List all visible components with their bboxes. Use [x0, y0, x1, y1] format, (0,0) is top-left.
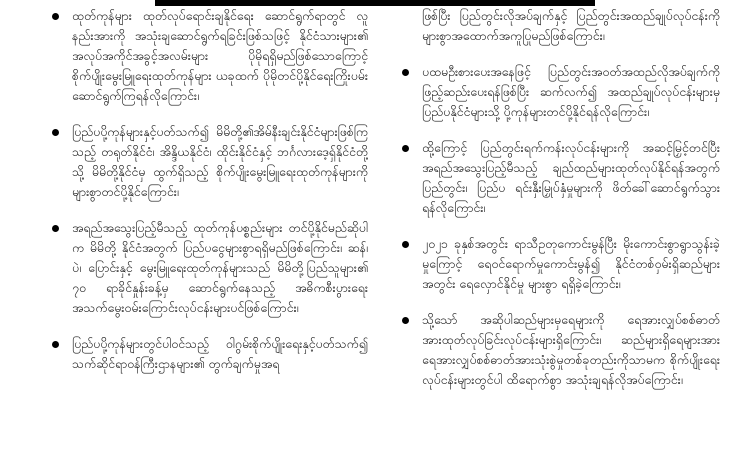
bullet-icon — [402, 317, 409, 324]
bullet-icon — [52, 225, 59, 232]
list-item-text: ပြည်ပပို့ကုန်များနှင့်ပတ်သက်၍ မိမိတို့၏အိမ်နီးချင်းနိုင်ငံများဖြစ်ကြသည့် တရုတ်နိုင်ငံ၊ အိန္ဒိယနိုင်ငံ၊ ထိုင်းနိုင်ငံနှင့် ဘင်္ဂလားဒေ့ရှ်နိုင်ငံတို့သို့ မိမိတို့နိုင်ငံမှ ထွက်ရှိသည့် စိုက်ပျိုးမွေးမြူရေးထုတ်ကုန်များကို များစွာတင်ပို့နိုင်ကြောင်း၊ — [72, 124, 368, 199]
bullet-icon — [402, 145, 409, 152]
list-item — [50, 122, 368, 202]
list-item-text: ပြည်ပပို့ကုန်များတွင်ပါဝင်သည့် ဝါဂွမ်းစိုက်ပျိုးရေးနှင့်ပတ်သက်၍ သက်ဆိုင်ရာဝန်ကြီးဌာနများ၏ တွက်ချက်မှုအရ — [72, 336, 368, 371]
bullet-icon — [402, 241, 409, 248]
continued-paragraph: ဖြစ်ပြီး ပြည်တွင်းလိုအပ်ချက်နှင့် ပြည်တွင်းအထည်ချုပ်လုပ်ငန်းကို များစွာအထောက်အကူပြုမည်ဖြစ်ကြောင်း၊ — [422, 8, 720, 43]
list-item — [400, 234, 720, 294]
list-item — [50, 334, 368, 374]
list-item-text: ထုတ်ကုန်များ ထုတ်လုပ်ရောင်းချနိုင်ရေး ဆောင်ရွက်ရာတွင် လူနည်းအားကို အသုံးချဆောင်ရွက်ရခြင်းဖြစ်သဖြင့် နိုင်ငံသားများ၏ အလုပ်အကိုင်အခွင့်အလမ်းများ ပိုမိုရရှိမည်ဖြစ်သောကြောင့် စိုက်ပျိုးမွေးမြူရေးထုတ်ကုန်များ ယခုထက် ပိုမိုတင်ပို့နိုင်ရေးကြိုးပမ်းဆောင်ရွက်ကြရန်လိုကြောင်း၊ — [72, 8, 368, 103]
bullet-list — [50, 6, 368, 374]
bullet-list — [400, 62, 720, 390]
list-item-text: ပထမဦးစားပေးအနေဖြင့် ပြည်တွင်းအဝတ်အထည်လိုအပ်ချက်ကို ဖြည့်ဆည်းပေးရန်ဖြစ်ပြီး ဆက်လက်၍ အထည်ချုပ်လုပ်ငန်းများမှ ပြည်ပနိုင်ငံများသို့ ပို့ကုန်များတင်ပို့နိုင်ရန်လိုကြောင်း၊ — [422, 64, 720, 119]
bullet-icon — [402, 69, 409, 76]
bullet-icon — [52, 341, 59, 348]
list-item — [400, 310, 720, 390]
list-item-text: အရည်အသွေးပြည့်မီသည့် ထုတ်ကုန်ပစ္စည်းများ တင်ပို့နိုင်မည်ဆိုပါက မိမိတို့ နိုင်ငံအတွက် ပြည်ပငွေများစွာရရှိမည်ဖြစ်ကြောင်း၊ ဆန်၊ ပဲ၊ ပြောင်းနှင့် မွေးမြူရေးထုတ်ကုန်များသည် မိမိတို့ပြည်သူများ၏ ၇၀ ရာခိုင်နှုန်းခန့်မှ ဆောင်ရွက်နေသည့် အဓိကစီးပွားရေး အသက်မွေးဝမ်းကြောင်းလုပ်ငန်းများပင်ဖြစ်ကြောင်း၊ — [72, 220, 368, 315]
left-column — [50, 6, 368, 390]
right-column — [400, 6, 720, 406]
bullet-icon — [52, 129, 59, 136]
list-item — [50, 6, 368, 106]
list-item-text: ထို့ကြောင့် ပြည်တွင်းရက်ကန်းလုပ်ငန်းများကို အဆင့်မြှင့်တင်ပြီး အရည်အသွေးပြည့်မီသည့် ချည်ထည်များထုတ်လုပ်နိုင်ရန်အတွက် ပြည်တွင်း၊ ပြည်ပ ရင်းနှီးမြှုပ်နှံမှုများကို ဖိတ်ခေါ်ဆောင်ရွက်သွားရန်လိုကြောင်း၊ — [422, 140, 720, 215]
bullet-icon — [52, 13, 59, 20]
list-item-text: သို့သော် အဆိုပါဆည်များမှရေများကို ရေအားလျှပ်စစ်ဓာတ်အားထုတ်လုပ်ခြင်းလုပ်ငန်းများရှိကြောင်း၊ ဆည်များရှိရေများအား ရေအားလျှပ်စစ်ဓာတ်အားသုံးစွဲမှုတစ်ခုတည်းကိုသာမက စိုက်ပျိုးရေးလုပ်ငန်းများတွင်ပါ ထိရောက်စွာ အသုံးချရန်လိုအပ်ကြောင်း၊ — [422, 312, 720, 387]
list-item — [400, 62, 720, 122]
list-item-text: ၂၀၂၁ ခုနှစ်အတွင်း ရာသီဥတုကောင်းမွန်ပြီး မိုးကောင်းစွာရွာသွန်းခဲ့မှုကြောင့် ရေဝင်ရောက်မှုကောင်းမွန်၍ နိုင်ငံတစ်ဝှမ်းရှိဆည်များအတွင်း ရေလှောင်နိုင်မှု များစွာ ရရှိခဲ့ကြောင်း၊ — [422, 236, 720, 291]
list-item — [50, 218, 368, 318]
list-item — [400, 138, 720, 218]
